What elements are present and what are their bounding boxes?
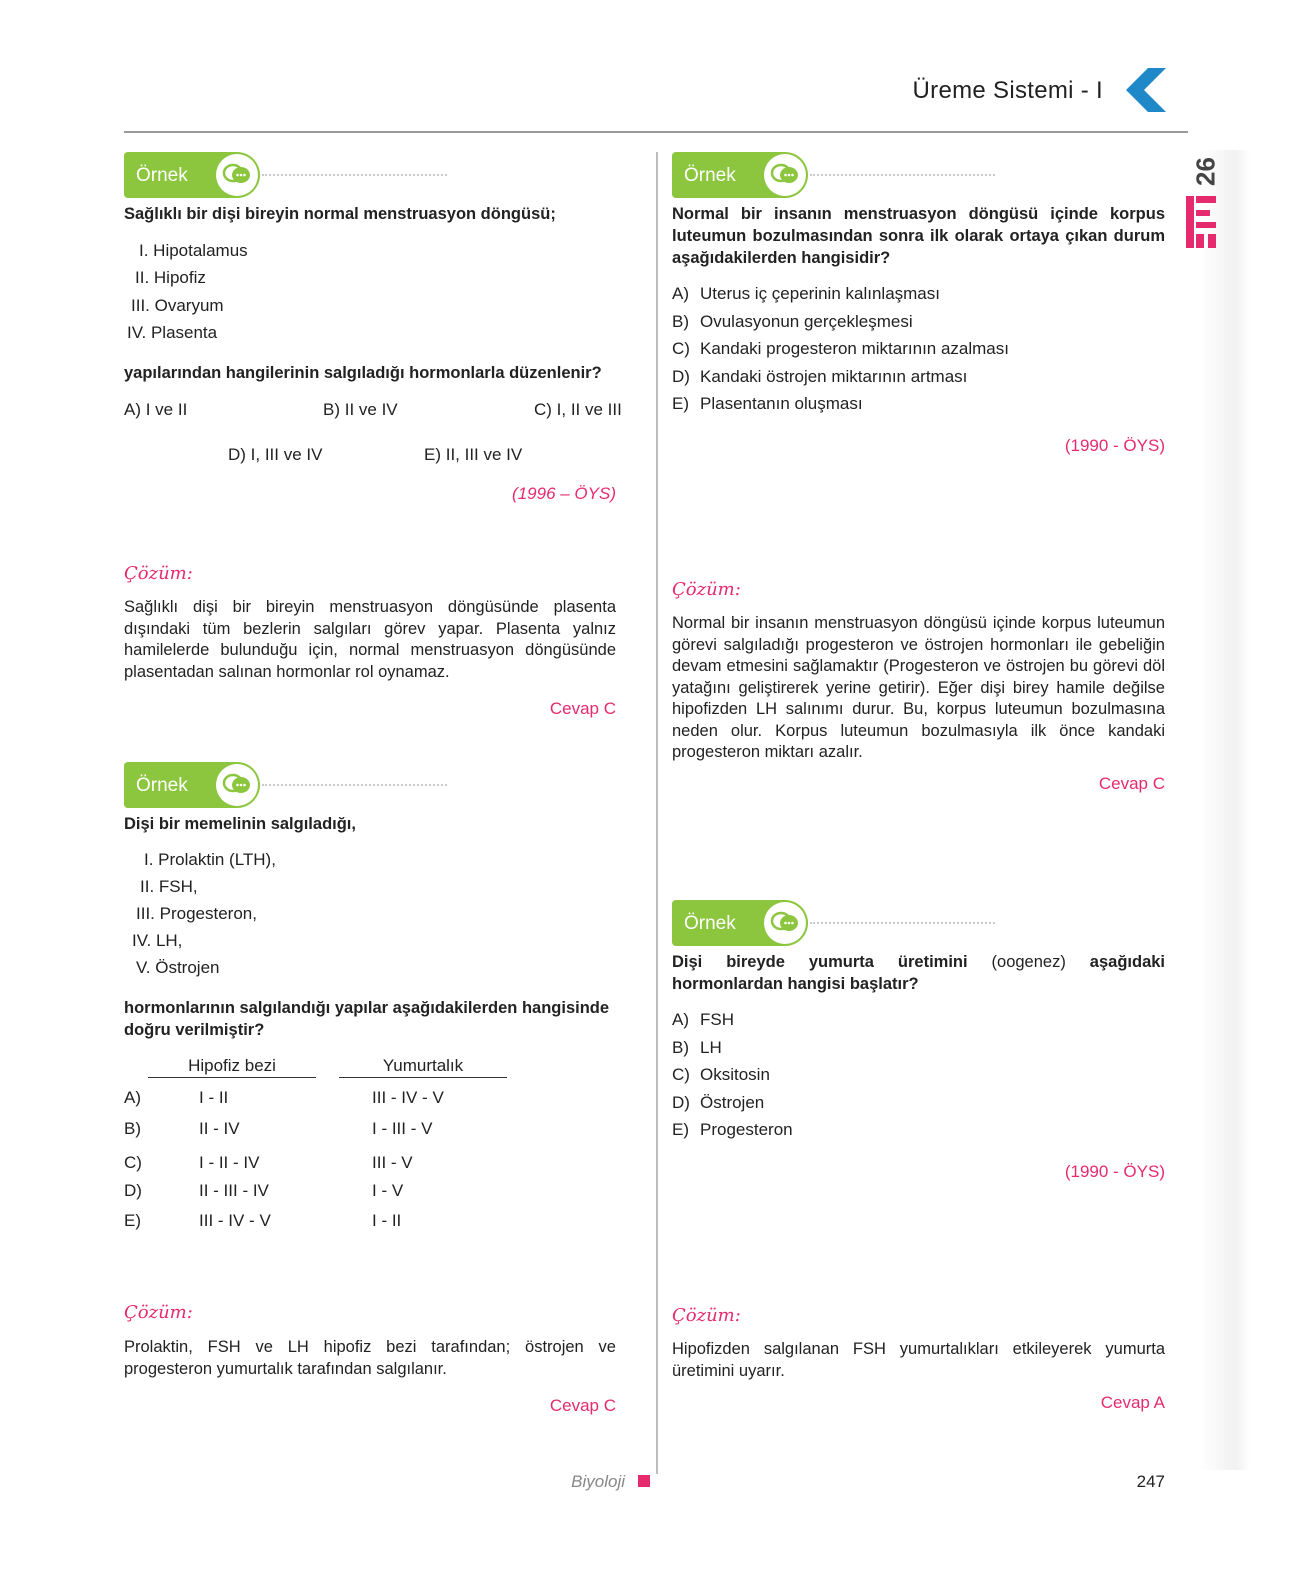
question-text: Dişi bireyde yumurta üretimini (oogenez) aşağıdaki hormonlardan hangisi başlatır? <box>672 953 1166 993</box>
list-item: I. Hipotalamus <box>139 241 248 260</box>
option-e: E) Progesteron <box>672 1120 793 1139</box>
dotted-line <box>262 174 447 176</box>
sidebar-shade <box>1200 150 1250 1470</box>
ornek-label: Örnek <box>684 913 736 934</box>
solution-text: Sağlıklı dişi bir bireyin menstruasyon döngüsünde plasenta dışındaki tüm bezlerin salgıları görev yapar. Plasenta yalnız hamilelerde bulunduğu için, normal menstruasyon döngüsünde plasentadan salınan hormonlar rol oynamaz. <box>124 598 616 681</box>
dotted-line <box>262 784 447 786</box>
question-text: yapılarından hangilerinin salgıladığı hormonlarla düzenlenir? <box>124 364 602 382</box>
solution-text: Prolaktin, FSH ve LH hipofiz bezi tarafından; östrojen ve progesteron yumurtalık tarafından salgılanır. <box>124 1338 616 1378</box>
list-item: IV. Plasenta <box>127 323 218 342</box>
ornek-label: Örnek <box>136 165 188 186</box>
fen-logo-icon <box>1186 196 1218 248</box>
solution-text: Normal bir insanın menstruasyon döngüsü içinde korpus luteumun görevi salgıladığı progesteron ve östrojen hormonları ile gebeliğin devam etmesini sağlamaktır (Progesteron ve östrojen bu görevi döl yatağını geliştirerek yerine getirir). Eğer dişi birey hamile değilse hipofizden LH salınımı durur. Bu, korpus luteumun bozulmasına neden olur. Korpus luteumun bozulmasıyla ilk önce kandaki progesteron miktarı azalır. <box>672 614 1165 761</box>
solution-title: Çözüm: <box>672 579 741 600</box>
answer-label: Cevap C <box>1098 774 1165 793</box>
chat-bubble-icon <box>216 764 258 806</box>
option-b: B) II ve IV <box>323 400 398 419</box>
source-label: (1996 – ÖYS) <box>512 484 616 503</box>
list-item: II. FSH, <box>140 877 198 896</box>
solution-title: Çözüm: <box>672 1305 741 1326</box>
option-c: C) Oksitosin <box>672 1065 770 1084</box>
source-label: (1990 - ÖYS) <box>1064 436 1165 455</box>
list-item: III. Progesteron, <box>136 904 257 923</box>
option-e: E) II, III ve IV <box>424 445 523 464</box>
list-item: II. Hipofiz <box>135 268 206 287</box>
option-d: D) Östrojen <box>672 1092 765 1112</box>
option-a: A) Uterus iç çeperinin kalınlaşması <box>672 284 940 303</box>
option-a: A) I ve II <box>124 400 188 419</box>
chat-bubble-icon <box>764 902 806 944</box>
header-underline <box>148 1077 316 1078</box>
question-text: hormonlarının salgılandığı yapılar aşağıdakilerden hangisinde doğru verilmiştir? <box>124 999 610 1039</box>
solution-text: Hipofizden salgılanan FSH yumurtalıkları etkileyerek yumurta üretimini uyarır. <box>672 1340 1165 1380</box>
option-c: C) Kandaki progesteron miktarının azalması <box>672 339 1009 358</box>
footer-square-icon <box>638 1475 650 1487</box>
answer-label: Cevap C <box>549 699 616 718</box>
option-a: A) FSH <box>672 1010 734 1029</box>
ornek-tag <box>124 152 260 198</box>
solution-title: Çözüm: <box>124 1302 193 1323</box>
list-item: III. Ovaryum <box>131 296 224 315</box>
chevron-left-icon <box>1124 68 1168 112</box>
unit-number: 26 <box>1190 157 1221 186</box>
question-text: Dişi bir memelinin salgıladığı, <box>124 815 356 833</box>
table-header: Yumurtalık <box>382 1056 464 1075</box>
solution-title: Çözüm: <box>124 563 193 584</box>
list-item: V. Östrojen <box>136 958 220 977</box>
option-d: D) Kandaki östrojen miktarının artması <box>672 366 968 386</box>
answer-label: Cevap A <box>1100 1393 1165 1412</box>
option-b: B) Ovulasyonun gerçekleşmesi <box>672 311 913 331</box>
chat-bubble-icon <box>216 154 258 196</box>
ornek-label: Örnek <box>684 165 736 186</box>
page-number: 247 <box>1136 1472 1165 1491</box>
option-b: B) LH <box>672 1037 722 1057</box>
ornek-tag <box>124 762 260 808</box>
column-divider <box>656 152 658 1474</box>
question-text: Sağlıklı bir dişi bireyin normal menstruasyon döngüsü; <box>124 205 556 223</box>
option-e: E) Plasentanın oluşması <box>672 394 863 413</box>
question-text: Normal bir insanın menstruasyon döngüsü içinde korpus luteumun bozulmasından sonra ilk olarak ortaya çıkan durum aşağıdakilerden hangisidir? <box>672 205 1165 267</box>
option-c: C) I, II ve III <box>534 400 622 419</box>
answer-label: Cevap C <box>549 1396 616 1415</box>
header-rule <box>124 131 1188 133</box>
list-item: I. Prolaktin (LTH), <box>144 850 276 869</box>
chat-bubble-icon <box>764 154 806 196</box>
ornek-tag <box>672 900 808 946</box>
footer-subject: Biyoloji <box>571 1472 625 1491</box>
option-d: D) I, III ve IV <box>228 445 323 464</box>
ornek-label: Örnek <box>136 775 188 796</box>
source-label: (1990 - ÖYS) <box>1064 1162 1165 1181</box>
options-list <box>672 280 1165 418</box>
chapter-title: Üreme Sistemi - I <box>912 77 1103 104</box>
dotted-line <box>810 174 995 176</box>
dotted-line <box>810 922 995 924</box>
options-list <box>672 1006 1165 1144</box>
header-underline <box>339 1077 507 1078</box>
table-header: Hipofiz bezi <box>188 1056 276 1075</box>
ornek-tag <box>672 152 808 198</box>
list-item: IV. LH, <box>132 931 183 950</box>
